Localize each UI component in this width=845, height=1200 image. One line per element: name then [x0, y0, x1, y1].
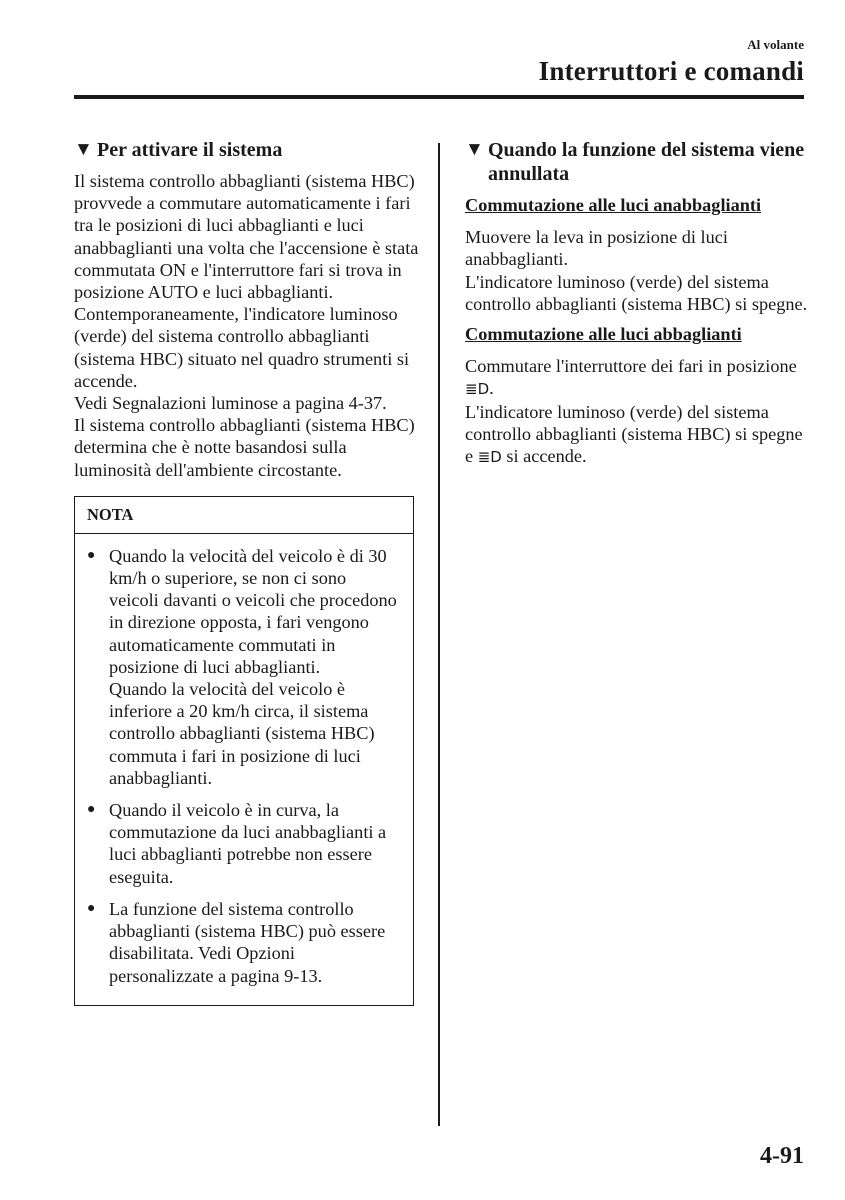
note-item [87, 898, 399, 987]
column-divider [438, 143, 440, 1126]
paragraph: L'indicatore luminoso (verde) del sistema controllo abbaglianti (sistema HBC) si spegne. [465, 271, 808, 314]
note-item [87, 545, 399, 789]
note-line: Quando la velocità del veicolo è inferiore a 20 km/h circa, il sistema controllo abbaglianti (sistema HBC) commuta i fari in posizione di luci anabbaglianti. [109, 679, 375, 788]
right-column [465, 138, 810, 476]
text-fragment: Commutare l'interruttore dei fari in posizione [465, 356, 797, 377]
paragraph-4: Il sistema controllo abbaglianti (sistema HBC) determina che è notte basandosi sulla luminosità dell'ambiente circostante. [74, 415, 415, 480]
section-label: Al volante [747, 37, 804, 52]
heading-text: Per attivare il sistema [97, 139, 283, 161]
note-item-text [109, 898, 399, 987]
triangle-marker-icon: ▼ [465, 139, 484, 160]
note-item-text [109, 545, 399, 789]
chapter-title: Interruttori e comandi [538, 56, 804, 86]
note-label: NOTA [75, 497, 413, 534]
high-beam-icon: ≣D [477, 448, 502, 467]
bullet-icon: ● [87, 802, 96, 818]
header-rule [74, 95, 804, 99]
section-heading-cancel [465, 138, 810, 186]
note-line: La funzione del sistema controllo abbaglianti (sistema HBC) può essere disabilitata. Vedi Opzioni personalizzate a pagina 9-13. [109, 898, 386, 986]
low-beam-instructions [465, 226, 810, 315]
paragraph: Muovere la leva in posizione di luci anabbaglianti. [465, 227, 728, 270]
paragraph-1: Il sistema controllo abbaglianti (sistema HBC) provvede a commutare automaticamente i fari tra le posizioni di luci abbaglianti e luci anabbaglianti una volta che l'accensione è stata commutata ON e l'interruttore fari si trova in posizione AUTO e luci abbaglianti. [74, 171, 419, 303]
left-column [74, 138, 419, 1006]
bullet-icon: ● [87, 900, 96, 916]
bullet-icon: ● [87, 547, 96, 563]
triangle-marker-icon: ▼ [74, 139, 93, 160]
note-item-text [109, 799, 399, 888]
paragraph-2: Contemporaneamente, l'indicatore luminoso (verde) del sistema controllo abbaglianti (sistema HBC) situato nel quadro strumenti si accende. [74, 304, 410, 391]
note-line: Quando la velocità del veicolo è di 30 km/h o superiore, se non ci sono veicoli davanti o veicoli che procedono in direzione opposta, i fari vengono automaticamente commutati in posizione di luci abbaglianti. [109, 545, 397, 677]
note-item [87, 799, 399, 888]
text-fragment: si accende. [501, 446, 587, 467]
page-number: 4-91 [760, 1143, 804, 1169]
heading-text: Quando la funzione del sistema viene annullata [488, 139, 805, 185]
note-line: Quando il veicolo è in curva, la commutazione da luci anabbaglianti a luci abbaglianti potrebbe non essere eseguita. [109, 800, 387, 887]
note-body [75, 534, 413, 1005]
paragraph-3: Vedi Segnalazioni luminose a pagina 4-37. [74, 393, 387, 414]
paragraph [465, 355, 810, 400]
subheading-high-beam: Commutazione alle luci abbaglianti [465, 324, 742, 345]
paragraph [465, 401, 810, 469]
high-beam-instructions [465, 355, 810, 468]
section-heading-activate [74, 138, 419, 162]
text-fragment: . [489, 378, 494, 399]
high-beam-icon: ≣D [465, 380, 490, 399]
subheading-low-beam: Commutazione alle luci anabbaglianti [465, 195, 762, 215]
note-box [74, 496, 414, 1006]
text-fragment: L'indicatore luminoso (verde) del sistema controllo abbaglianti (sistema HBC) si spegne e [465, 401, 803, 467]
